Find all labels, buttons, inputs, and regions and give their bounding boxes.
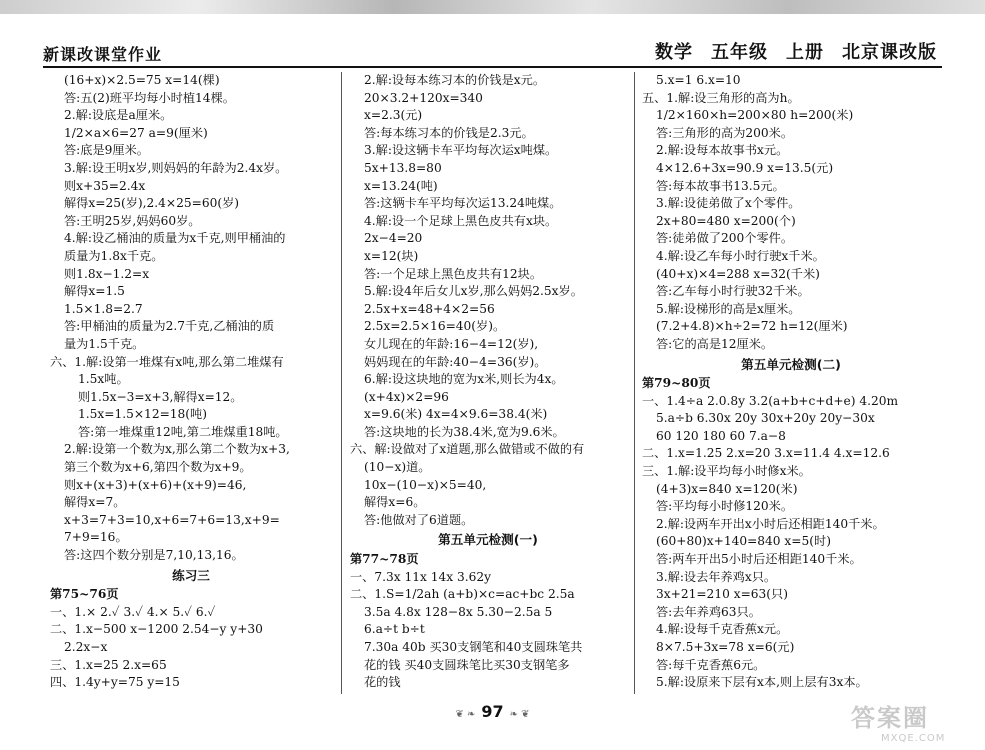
answer-line: 答:底是9厘米。 — [64, 143, 149, 158]
answer-column-1 — [50, 72, 332, 694]
answer-line: x=2.3(元) — [364, 108, 423, 123]
answer-line: x=12(块) — [364, 248, 419, 263]
answer-line: (4+3)x=840 x=120(米) — [656, 481, 798, 496]
answer-line: 20×3.2+120x=340 — [364, 90, 483, 105]
answer-line: 答:他做对了6道题。 — [364, 512, 474, 527]
answer-line — [350, 692, 626, 694]
answer-line: 解得x=25(岁),2.4×25=60(岁) — [64, 196, 240, 211]
answer-line: 3.解:设王明x岁,则妈妈的年龄为2.4x岁。 — [64, 160, 288, 175]
answer-line: 3.解:设这辆卡车平均每次运x吨煤。 — [364, 143, 558, 158]
answer-line: 5x+13.8=80 — [364, 160, 442, 175]
answer-line: (40+x)×4=288 x=32(千米) — [656, 266, 820, 281]
page-footer — [0, 702, 985, 721]
page-header — [0, 28, 985, 68]
answer-line: 8×7.5+3x=78 x=6(元) — [656, 640, 795, 654]
answer-line: 解得x=1.5 — [64, 284, 125, 299]
answer-line: 5.a÷b 6.30x 20y 30x+20y 20y−30x — [656, 411, 875, 426]
answer-line: (16+x)×2.5=75 x=14(棵) — [64, 73, 220, 87]
watermark-url: MXQE.COM — [881, 733, 946, 744]
answer-line: 60 120 180 60 7.a−8 — [656, 428, 786, 443]
answer-line: 5.x=1 6.x=10 — [656, 73, 741, 87]
answer-line: 二、1.x=1.25 2.x=20 3.x=11.4 4.x=12.6 — [642, 446, 890, 461]
answer-line: 三、1.x=25 2.x=65 — [50, 657, 167, 672]
answer-line: 3.5a 4.8x 128−8x 5.30−2.5a 5 — [364, 604, 553, 619]
edition-label: 北京课改版 — [842, 42, 937, 63]
answer-line: 花的钱 买40支圆珠笔比买30支钢笔多 — [364, 657, 570, 672]
section-heading: 练习三 — [172, 567, 210, 583]
answer-line: 1/2×160×h=200×80 h=200(米) — [656, 108, 854, 123]
answer-line: 女儿现在的年龄:16−4=12(岁), — [364, 336, 539, 351]
answer-line: 6.a÷t b÷t — [364, 622, 425, 637]
answer-line: 答:一个足球上黑色皮共有12块。 — [364, 266, 543, 281]
answer-line: 2x−4=20 — [364, 231, 423, 246]
ornament-right-icon: ❧ ❦ — [509, 709, 530, 720]
column-divider-2 — [634, 72, 635, 694]
answer-line: 量为1.5千克。 — [64, 336, 145, 351]
answer-line: 7.30a 40b 买30支钢笔和40支圆珠笔共 — [364, 640, 583, 654]
page-number: 97 — [481, 702, 504, 721]
answer-line: 则1.5x−3=x+3,解得x=12。 — [78, 389, 243, 404]
answer-line: 4.解:设一个足球上黑色皮共有x块。 — [364, 213, 558, 228]
answer-line: 5.解:设4年后女儿x岁,那么妈妈2.5x岁。 — [364, 284, 583, 299]
answer-line: x+3=7+3=10,x+6=7+6=13,x+9= — [64, 512, 280, 527]
answer-line: 则x+(x+3)+(x+6)+(x+9)=46, — [64, 477, 247, 492]
answer-column-3 — [642, 72, 940, 694]
answer-line: 答:乙车每小时行驶32千米。 — [656, 284, 810, 299]
answer-line: 解得x=7。 — [64, 495, 126, 510]
answer-line: 1.5x=1.5×12=18(吨) — [78, 407, 207, 422]
answer-line: 2x+80=480 x=200(个) — [656, 213, 796, 228]
answer-line: (60+80)x+140=840 x=5(时) — [656, 534, 831, 549]
answer-line: 4.解:设乙车每小时行驶x千米。 — [656, 248, 825, 263]
answer-line: 1.5×1.8=2.7 — [64, 301, 143, 316]
section-heading: 第五单元检测(二) — [741, 356, 841, 372]
answer-line: 二、1.S=1/2ah (a+b)×c=ac+bc 2.5a — [350, 587, 575, 602]
answer-line: 2.5x=2.5×16=40(岁)。 — [364, 319, 506, 334]
section-heading: 第五单元检测(一) — [438, 532, 538, 548]
answer-line: (7.2+4.8)×h÷2=72 h=12(厘米) — [656, 319, 848, 334]
page-range-label: 第77~78页 — [350, 552, 419, 567]
answer-line: 答:这四个数分别是7,10,13,16。 — [64, 548, 244, 563]
answer-line: 答:每本故事书13.5元。 — [656, 178, 785, 193]
answer-line: 则1.8x−1.2=x — [64, 266, 150, 281]
answer-line: 妈妈现在的年龄:40−4=36(岁)。 — [364, 354, 547, 369]
answer-line: x=9.6(米) 4x=4×9.6=38.4(米) — [364, 407, 548, 422]
answer-line: 7+9=16。 — [64, 530, 128, 545]
answer-line: 解得x=6。 — [364, 495, 426, 510]
answer-line: 答:五(2)班平均每小时植14棵。 — [64, 90, 235, 105]
answer-line: 2.解:设底是a厘米。 — [64, 108, 173, 123]
grade-label: 五年级 — [711, 42, 768, 63]
answer-line: 4×12.6+3x=90.9 x=13.5(元) — [656, 160, 834, 175]
answer-line: 四、1.4y+y=75 y=15 — [50, 675, 180, 690]
answer-line: 1/2×a×6=27 a=9(厘米) — [64, 125, 208, 140]
answer-line: 答:每千克香蕉6元。 — [656, 657, 766, 672]
answer-line: 答:三角形的高为200米。 — [656, 125, 794, 140]
answer-line: (x+4x)×2=96 — [364, 389, 449, 404]
answer-column-2 — [350, 72, 626, 694]
answer-line: 4.解:设每千克香蕉x元。 — [656, 622, 789, 637]
answer-line — [642, 692, 940, 694]
subject-label: 数学 — [655, 42, 693, 63]
answer-line: 答:甲桶油的质量为2.7千克,乙桶油的质 — [64, 319, 275, 334]
header-rule — [43, 66, 942, 68]
scan-top-band — [0, 0, 985, 14]
answer-line: 答:它的高是12厘米。 — [656, 336, 774, 351]
answer-line: 答:这辆卡车平均每次运13.24吨煤。 — [364, 196, 562, 211]
answer-line: 答:这块地的长为38.4米,宽为9.6米。 — [364, 424, 565, 439]
volume-label: 上册 — [786, 42, 824, 63]
answer-line: 五、1.解:设三角形的高为h。 — [642, 90, 800, 105]
answer-line: 5.解:设梯形的高是x厘米。 — [656, 301, 801, 316]
column-divider-1 — [341, 72, 342, 694]
answer-line: 三、1.解:设平均每小时修x米。 — [642, 464, 811, 479]
answer-line: x=13.24(吨) — [364, 178, 438, 193]
answer-line: 花的钱 — [364, 675, 401, 690]
answer-line: 4.解:设乙桶油的质量为x千克,则甲桶油的 — [64, 231, 286, 246]
answer-line: 2.5x+x=48+4×2=56 — [364, 301, 495, 316]
answer-line: 10x−(10−x)×5=40, — [364, 477, 487, 492]
page-range-label: 第75~76页 — [50, 587, 119, 602]
answer-line: 答:两车开出5小时后还相距140千米。 — [656, 552, 862, 567]
answer-line: 第三个数为x+6,第四个数为x+9。 — [64, 460, 252, 475]
book-series-title: 新课改课堂作业 — [43, 45, 163, 64]
answer-line: 二、1.x−500 x−1200 2.54−y y+30 — [50, 622, 263, 637]
answer-line: 答:平均每小时修120米。 — [656, 499, 794, 514]
site-watermark — [851, 698, 971, 742]
answer-line: 5.解:设原来下层有x本,则上层有3x本。 — [656, 675, 868, 690]
ornament-left-icon: ❦ ❧ — [455, 709, 476, 720]
answer-line: 2.解:设每本故事书x元。 — [656, 143, 789, 158]
answer-line: 2.解:设每本练习本的价钱是x元。 — [364, 73, 546, 87]
answer-line — [50, 692, 332, 694]
answer-line: 质量为1.8x千克。 — [64, 248, 164, 263]
answer-line: (10−x)道。 — [364, 460, 431, 475]
answer-line: 1.5x吨。 — [78, 372, 129, 387]
answer-line: 六、解:设做对了x道题,那么做错或不做的有 — [350, 442, 585, 457]
answer-line: 答:每本练习本的价钱是2.3元。 — [364, 125, 534, 140]
answer-line: 3.解:设徒弟做了x个零件。 — [656, 196, 801, 211]
page-range-label: 第79~80页 — [642, 376, 711, 391]
answer-line: 答:去年养鸡63只。 — [656, 604, 761, 619]
answer-line: 2.解:设第一个数为x,那么第二个数为x+3, — [64, 442, 290, 457]
answer-line: 一、1.4÷a 2.0.8y 3.2(a+b+c+d+e) 4.20m — [642, 393, 899, 408]
watermark-logo-text: 答案圈 — [851, 704, 929, 732]
answer-line: 答:徒弟做了200个零件。 — [656, 231, 794, 246]
answer-line: 则x+35=2.4x — [64, 178, 146, 193]
answer-line: 答:第一堆煤重12吨,第二堆煤重18吨。 — [78, 424, 288, 439]
answer-line: 3x+21=210 x=63(只) — [656, 587, 788, 602]
answer-line: 6.解:设这块地的宽为x米,则长为4x。 — [364, 372, 564, 387]
answer-line: 2.解:设两车开出x小时后还相距140千米。 — [656, 516, 885, 531]
answer-line: 一、1.× 2.✓ 3.✓ 4.× 5.✓ 6.✓ — [50, 604, 216, 619]
answer-line: 答:王明25岁,妈妈60岁。 — [64, 213, 201, 228]
answer-line: 六、1.解:设第一堆煤有x吨,那么第二堆煤有 — [50, 354, 284, 369]
book-info — [637, 38, 937, 64]
answer-line: 一、7.3x 11x 14x 3.62y — [350, 569, 492, 584]
answer-line: 3.解:设去年养鸡x只。 — [656, 569, 777, 584]
answer-line: 2.2x−x — [64, 640, 108, 654]
